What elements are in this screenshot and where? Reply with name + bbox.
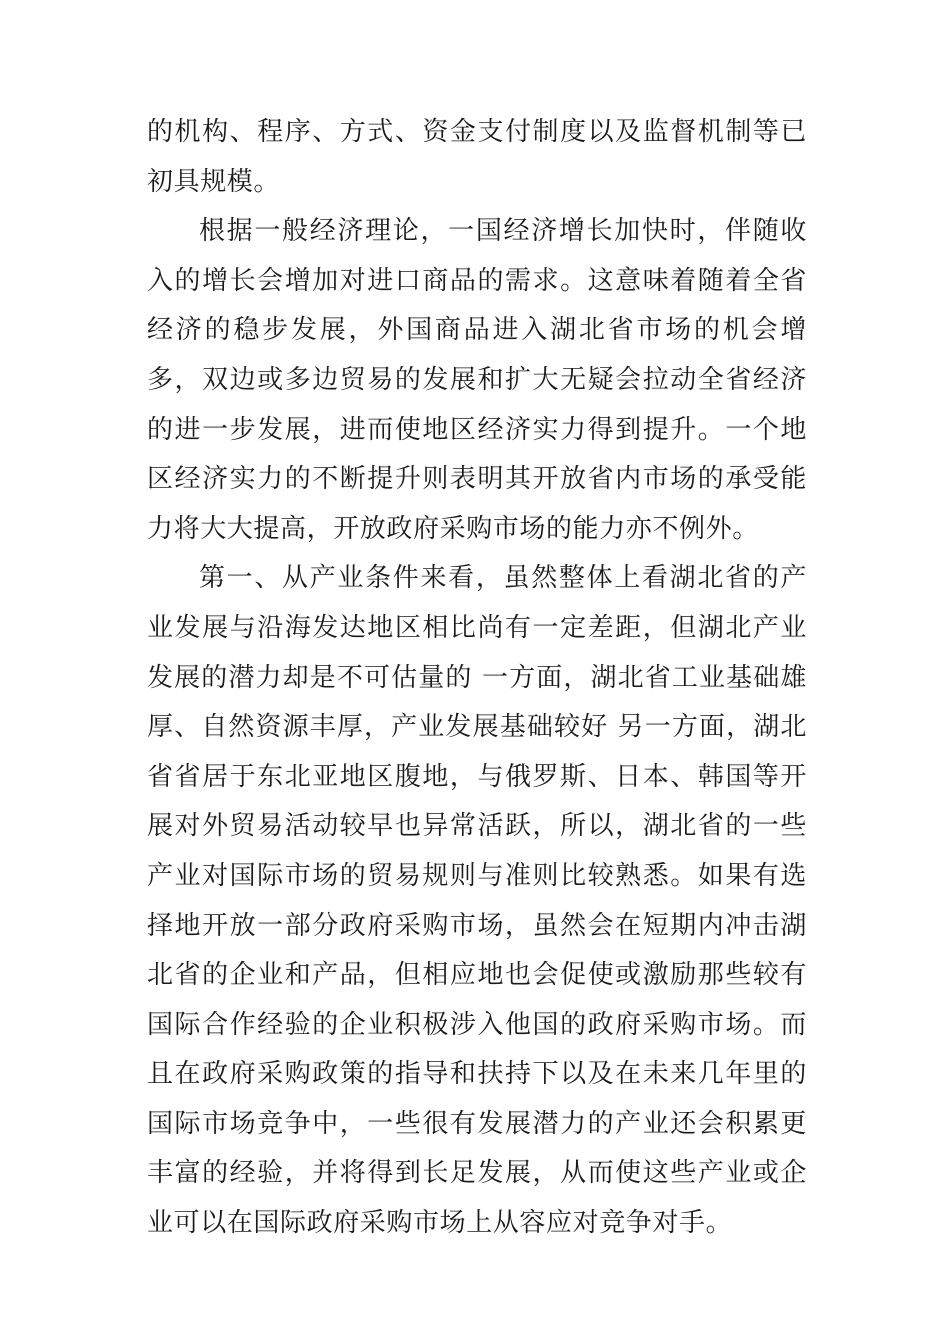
paragraph-economic-theory: 根据一般经济理论，一国经济增长加快时，伴随收入的增长会增加对进口商品的需求。这意味着随着全省经济的稳步发展，外国商品进入湖北省市场的机会增多，双边或多边贸易的发展和扩大无疑会拉动全省经济的进一步发展，进而使地区经济实力得到提升。一个地区经济实力的不断提升则表明其开放省内市场的承受能力将大大提高，开放政府采购市场的能力亦不例外。 [147,216,807,544]
document-body [147,108,807,1249]
paragraph-continuation: 的机构、程序、方式、资金支付制度以及监督机制等已初具规模。 [147,117,807,197]
paragraph-industry-conditions: 第一、从产业条件来看，虽然整体上看湖北省的产业发展与沿海发达地区相比尚有一定差距，但湖北产业发展的潜力却是不可估量的 一方面，湖北省工业基础雄厚、自然资源丰厚，产业发展基础较好 另一方面，湖北省省居于东北亚地区腹地，与俄罗斯、日本、韩国等开展对外贸易活动较早也异常活跃，所以，湖北省的一些产业对国际市场的贸易规则与准则比较熟悉。如果有选择地开放一部分政府采购市场，虽然会在短期内冲击湖北省的企业和产品，但相应地也会促使或激励那些较有国际合作经验的企业积极涉入他国的政府采购市场。而且在政府采购政策的指导和扶持下以及在未来几年里的国际市场竞争中，一些很有发展潜力的产业还会积累更丰富的经验，并将得到长足发展，从而使这些产业或企业可以在国际政府采购市场上从容应对竞争对手。 [147,563,807,1239]
